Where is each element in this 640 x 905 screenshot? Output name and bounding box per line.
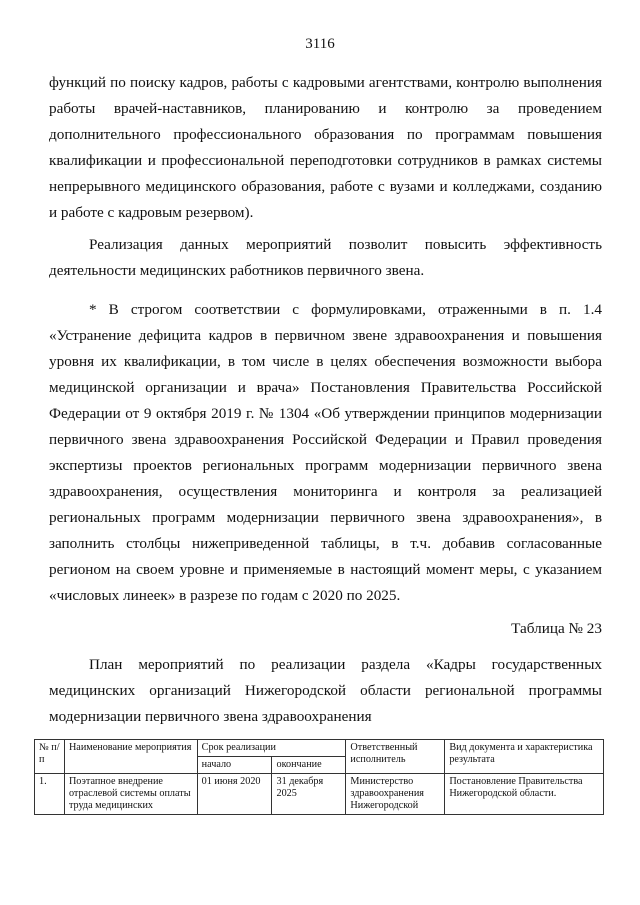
plan-table: [34, 739, 604, 815]
header-period: Срок реализации: [197, 740, 346, 757]
header-document: Вид документа и характеристика результата: [445, 740, 604, 774]
cell-start: 01 июня 2020: [197, 774, 272, 815]
table-header-row: [35, 740, 604, 757]
table-row: [35, 774, 604, 815]
header-name: Наименование мероприятия: [64, 740, 197, 774]
header-responsible: Ответственный исполнитель: [346, 740, 445, 774]
cell-num: 1.: [35, 774, 65, 815]
header-start: начало: [197, 757, 272, 774]
header-end: окончание: [272, 757, 346, 774]
table-label: Таблица № 23: [511, 620, 602, 637]
header-num: № п/п: [35, 740, 65, 774]
cell-end: 31 декабря 2025: [272, 774, 346, 815]
paragraph-effectiveness: Реализация данных мероприятий позволит повысить эффективность деятельности медицинских работников первичного звена.: [49, 236, 602, 279]
paragraph-continuation: функций по поиску кадров, работы с кадровыми агентствами, контролю выполнения работы врачей-наставников, планированию и контролю за проведением дополнительного профессионального образования по программам повышения квалификации и профессиональной переподготовки сотрудников в рамках системы непрерывного медицинского образования, работе с вузами и колледжами, созданию и работе с кадровым резервом).: [49, 74, 602, 221]
cell-document: Постановление Правительства Нижегородской области.: [445, 774, 604, 815]
cell-responsible: Министерство здравоохранения Нижегородской: [346, 774, 445, 815]
table-caption: План мероприятий по реализации раздела «Кадры государственных медицинских организаций Нижегородской области региональной программы модернизации первичного звена здравоохранения: [49, 656, 602, 725]
paragraph-footnote: * В строгом соответствии с формулировками, отраженными в п. 1.4 «Устранение дефицита кадров в первичном звене здравоохранения и повышения уровня их квалификации, в том числе в целях обеспечения возможности выбора медицинской организации и врача» Постановления Правительства Российской Федерации от 9 октября 2019 г. № 1304 «Об утверждении принципов модернизации первичного звена здравоохранения Российской Федерации и Правил проведения экспертизы проектов региональных программ модернизации первичного звена здравоохранения, осуществления мониторинга и контроля за реализацией региональных программ модернизации первичного звена здравоохранения», в заполнить столбцы нижеприведенной таблицы, в т.ч. добавив согласованные регионом на своем уровне и применяемые в настоящий момент меры, с указанием «числовых линеек» в разрезе по годам с 2020 по 2025.: [49, 301, 602, 604]
page-number: 3116: [305, 36, 335, 52]
cell-name: Поэтапное внедрение отраслевой системы оплаты труда медицинских: [64, 774, 197, 815]
